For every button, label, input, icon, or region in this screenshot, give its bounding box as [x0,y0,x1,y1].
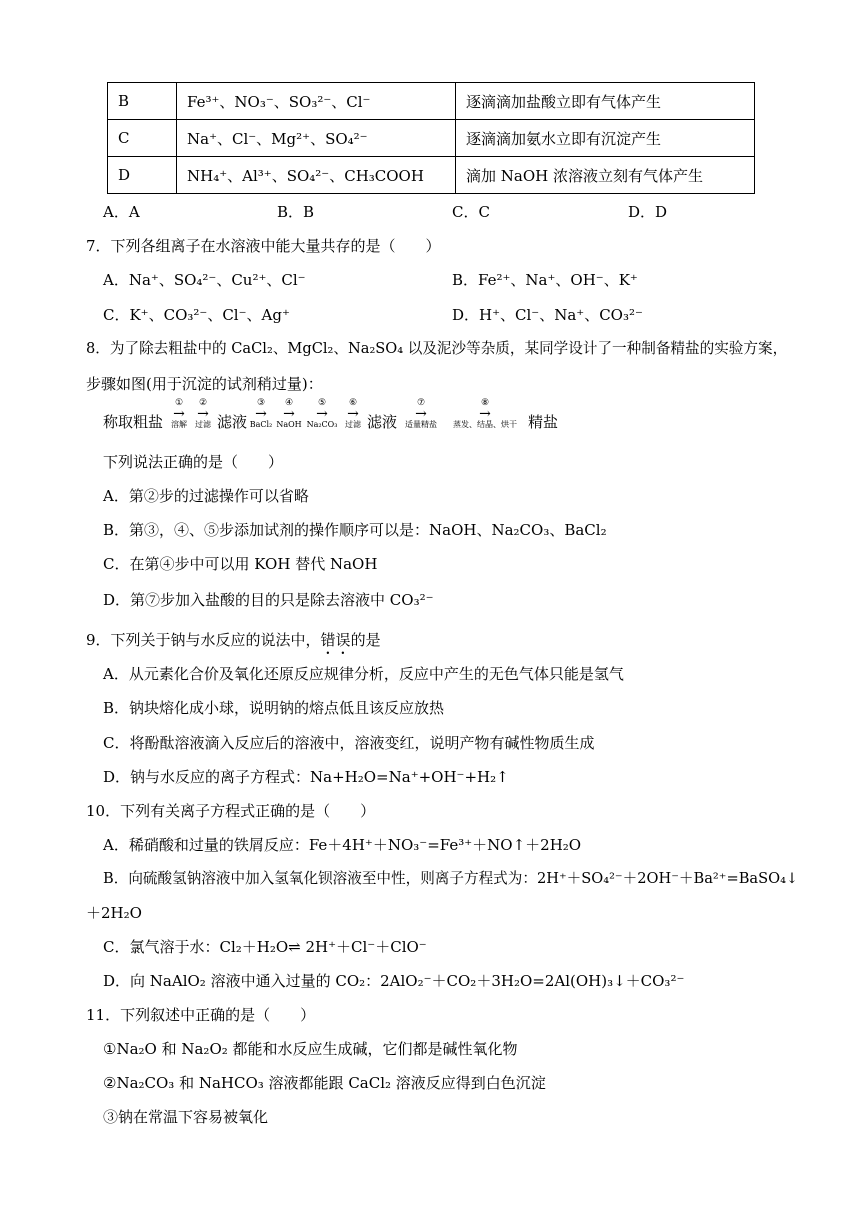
q7-option-b[interactable]: B．Fe²⁺、Na⁺、OH⁻、K⁺ [452,271,638,289]
flow-step-label: 溶解 [171,420,187,429]
flow-mid-1: 滤液 [217,413,248,431]
q6-option-a[interactable]: A．A [103,203,140,221]
flow-step [247,398,275,430]
q8-option-c[interactable]: C．在第④步中可以用 KOH 替代 NaOH [103,555,378,573]
flow-step [399,398,443,430]
flow-step [167,398,191,430]
q10-option-a[interactable]: A．稀硝酸和过量的铁屑反应：Fe＋4H⁺＋NO₃⁻=Fe³⁺＋NO↑＋2H₂O [103,836,582,854]
flow-step-number: ⑥ [348,398,358,408]
q7-option-c[interactable]: C．K⁺、CO₃²⁻、Cl⁻、Ag⁺ [103,306,290,324]
flow-step-label: 蒸发、结晶、烘干 [453,420,517,429]
row-label: D [108,157,177,194]
q9-option-c[interactable]: C．将酚酞溶液滴入反应后的溶液中，溶液变红，说明产物有碱性物质生成 [103,734,595,752]
q6-option-b[interactable]: B．B [277,203,315,221]
q10-option-b-cont: ＋2H₂O [86,904,142,922]
arrow-right-icon: → [415,406,427,422]
row-test: 逐滴滴加盐酸立即有气体产生 [456,83,755,120]
flow-start: 称取粗盐 [103,413,164,431]
q10-stem: 10．下列有关离子方程式正确的是（ ） [86,802,376,820]
q11-statement-3: ③钠在常温下容易被氧化 [103,1108,269,1126]
flow-step-label: 过滤 [345,420,361,429]
arrow-right-icon: → [283,406,295,422]
q7-option-d[interactable]: D．H⁺、Cl⁻、Na⁺、CO₃²⁻ [452,306,643,324]
q8-stem-line1: 8．为了除去粗盐中的 CaCl₂、MgCl₂、Na₂SO₄ 以及泥沙等杂质，某同学设计了一种制备精盐的实验方案， [86,340,788,357]
row-label: C [108,120,177,157]
q8-flow-diagram [103,398,743,444]
q8-ask: 下列说法正确的是（ ） [103,453,284,471]
q8-stem-line2: 步骤如图(用于沉淀的试剂稍过量)： [86,375,323,393]
table-row [108,157,755,194]
table-row [108,83,755,120]
arrow-right-icon: → [173,406,185,422]
flow-step-number: ③ [256,398,266,408]
q8-option-a[interactable]: A．第②步的过滤操作可以省略 [103,487,309,505]
row-ions: NH₄⁺、Al³⁺、SO₄²⁻、CH₃COOH [177,157,456,194]
q9-stem-emphasis: 错误 [320,631,351,649]
flow-step-number: ④ [284,398,294,408]
flow-step [191,398,215,430]
flow-step-label: NaOH [276,420,302,429]
flow-step-label: 适量精盐 [405,420,437,429]
q7-stem: 7．下列各组离子在水溶液中能大量共存的是（ ） [86,237,441,255]
flow-step-number: ⑦ [416,398,426,408]
q10-option-d[interactable]: D．向 NaAlO₂ 溶液中通入过量的 CO₂：2AlO₂⁻＋CO₂＋3H₂O=2Al(OH)₃↓＋CO₃²⁻ [103,972,685,990]
flow-step [445,398,525,430]
flow-step-label: Na₂CO₃ [306,420,338,429]
flow-step-label: BaCl₂ [249,420,273,429]
options-table [107,82,755,194]
q9-option-b[interactable]: B．钠块熔化成小球，说明钠的熔点低且该反应放热 [103,699,445,717]
flow-step [341,398,365,430]
q9-stem-pre: 9．下列关于钠与水反应的说法中， [86,631,321,649]
q9-option-a[interactable]: A．从元素化合价及氧化还原反应规律分析，反应中产生的无色气体只能是氢气 [103,665,624,683]
flow-step-number: ⑤ [317,398,327,408]
arrow-right-icon: → [316,406,328,422]
q10-option-c[interactable]: C．氯气溶于水：Cl₂＋H₂O⇌ 2H⁺＋Cl⁻＋ClO⁻ [103,938,427,956]
flow-step [305,398,339,430]
row-test: 逐滴滴加氨水立即有沉淀产生 [456,120,755,157]
flow-step-number: ⑧ [480,398,490,408]
flow-mid-2: 滤液 [367,413,398,431]
q6-option-c[interactable]: C．C [452,203,490,221]
arrow-right-icon: → [347,406,359,422]
q8-option-d[interactable]: D．第⑦步加入盐酸的目的只是除去溶液中 CO₃²⁻ [103,591,434,609]
flow-end: 精盐 [528,413,559,431]
q8-option-b[interactable]: B．第③，④、⑤步添加试剂的操作顺序可以是：NaOH、Na₂CO₃、BaCl₂ [103,521,607,539]
q9-stem-post: 的是 [350,631,381,649]
q7-option-a[interactable]: A．Na⁺、SO₄²⁻、Cu²⁺、Cl⁻ [103,271,306,289]
arrow-right-icon: → [255,406,267,422]
q11-stem: 11．下列叙述中正确的是（ ） [86,1006,316,1024]
arrow-right-icon: → [479,406,491,422]
flow-step-number: ① [174,398,184,408]
q11-statement-1: ①Na₂O 和 Na₂O₂ 都能和水反应生成碱，它们都是碱性氧化物 [103,1040,518,1058]
q9-option-d[interactable]: D．钠与水反应的离子方程式：Na+H₂O=Na⁺+OH⁻+H₂↑ [103,768,509,786]
table-row [108,120,755,157]
q6-option-d[interactable]: D．D [628,203,668,221]
row-label: B [108,83,177,120]
flow-step [275,398,303,430]
q11-statement-2: ②Na₂CO₃ 和 NaHCO₃ 溶液都能跟 CaCl₂ 溶液反应得到白色沉淀 [103,1074,546,1092]
row-ions: Fe³⁺、NO₃⁻、SO₃²⁻、Cl⁻ [177,83,456,120]
row-ions: Na⁺、Cl⁻、Mg²⁺、SO₄²⁻ [177,120,456,157]
arrow-right-icon: → [197,406,209,422]
q9-stem [86,630,381,658]
q10-option-b[interactable]: B．向硫酸氢钠溶液中加入氢氧化钡溶液至中性，则离子方程式为：2H⁺＋SO₄²⁻＋2OH⁻＋Ba²⁺=BaSO₄↓ [103,870,799,887]
flow-step-number: ② [198,398,208,408]
row-test: 滴加 NaOH 浓溶液立刻有气体产生 [456,157,755,194]
flow-step-label: 过滤 [195,420,211,429]
